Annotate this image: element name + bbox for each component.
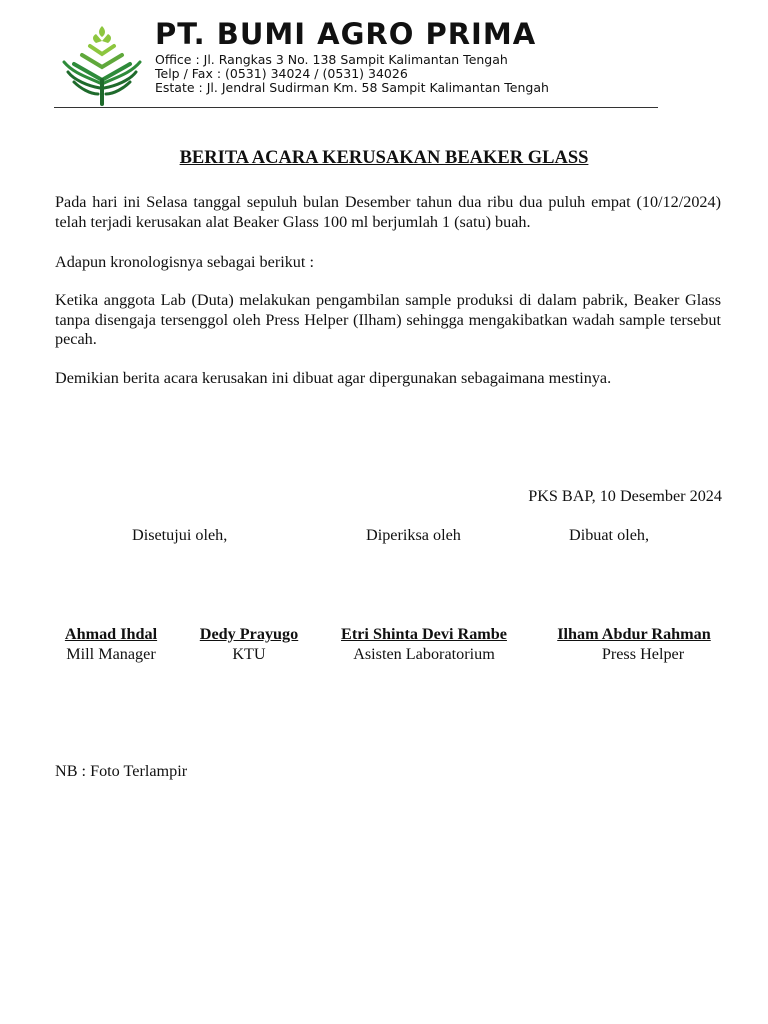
place-date: PKS BAP, 10 Desember 2024 xyxy=(528,487,722,505)
signer-title: KTU xyxy=(232,645,266,663)
signer-title: Press Helper xyxy=(601,645,685,663)
letterhead xyxy=(54,14,658,106)
paragraph-chronology: Ketika anggota Lab (Duta) melakukan pengambilan sample produksi di dalam pabrik, Beaker Glass tanpa disengaja tersenggol oleh Press Helper (Ilham) sehingga mengakibatkan wadah sample tersebut pecah. xyxy=(55,291,721,348)
made-by-label: Dibuat oleh, xyxy=(569,526,650,544)
signer-title: Mill Manager xyxy=(66,645,156,663)
phone-fax: Telp / Fax : (0531) 34024 / (0531) 34026 xyxy=(155,66,408,81)
signer-name: Ilham Abdur Rahman xyxy=(557,625,711,643)
office-address: Office : Jl. Rangkas 3 No. 138 Sampit Kalimantan Tengah xyxy=(155,52,508,67)
approved-by-label: Disetujui oleh, xyxy=(132,526,228,544)
signer-block xyxy=(545,624,723,664)
document-title: BERITA ACARA KERUSAKAN BEAKER GLASS xyxy=(179,148,589,168)
estate-address: Estate : Jl. Jendral Sudirman Km. 58 Sampit Kalimantan Tengah xyxy=(155,80,549,95)
checked-by-label: Diperiksa oleh xyxy=(366,526,461,544)
signer-title: Asisten Laboratorium xyxy=(353,645,495,663)
paragraph-opening: Pada hari ini Selasa tanggal sepuluh bulan Desember tahun dua ribu dua puluh empat (10/12/2024) telah terjadi kerusakan alat Beaker Glass 100 ml berjumlah 1 (satu) buah. xyxy=(55,193,721,231)
leaf-sprout-logo xyxy=(60,22,144,108)
paragraph-closing: Demikian berita acara kerusakan ini dibuat agar dipergunakan sebagaimana mestinya. xyxy=(55,369,612,387)
signer-name: Etri Shinta Devi Rambe xyxy=(341,625,507,643)
signer-name: Dedy Prayugo xyxy=(199,625,299,643)
letterhead-divider xyxy=(54,107,658,108)
company-name: PT. BUMI AGRO PRIMA xyxy=(155,17,537,51)
paragraph-chronology-intro: Adapun kronologisnya sebagai berikut : xyxy=(55,253,314,271)
signer-block xyxy=(328,624,520,664)
attachment-note: NB : Foto Terlampir xyxy=(55,762,188,780)
signer-block xyxy=(189,624,309,664)
signer-block xyxy=(55,624,167,664)
signer-name: Ahmad Ihdal xyxy=(64,625,158,643)
